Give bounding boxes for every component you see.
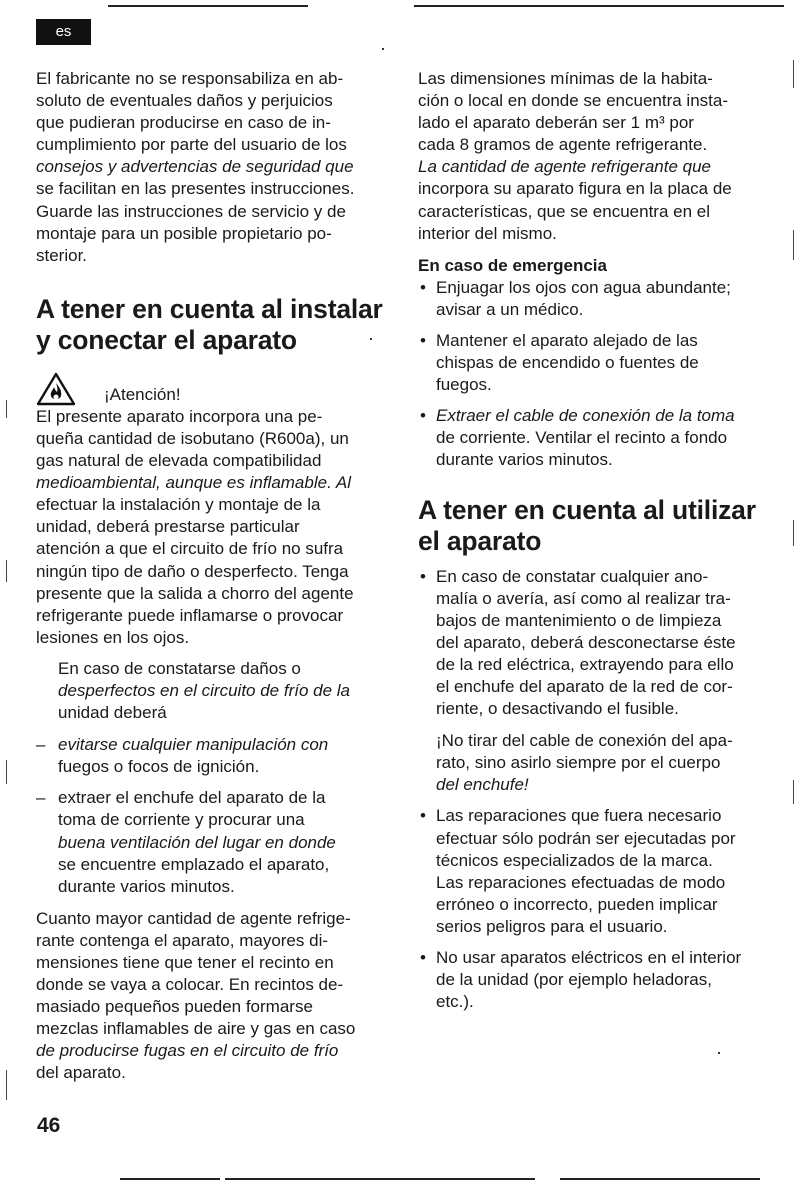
damage-intro: En caso de constatarse daños o desperfectos en el circuito de frío de la unidad deberá (58, 658, 350, 723)
page-number: 46 (37, 1114, 61, 1137)
scan-speck (382, 48, 384, 50)
attention-row (36, 372, 392, 406)
emergency-list (418, 277, 778, 472)
language-tag: es (36, 19, 91, 45)
scan-mark (6, 400, 7, 418)
right-column (418, 68, 778, 1013)
scan-mark (793, 60, 794, 88)
bottom-rule-middle (225, 1178, 535, 1180)
scan-mark (793, 230, 794, 260)
scan-speck (370, 338, 372, 340)
scan-mark (793, 520, 794, 546)
isobutane-paragraph: El presente aparato incorpora una pe- queña cantidad de isobutano (R600a), un gas natural de elevada compatibilidad medioambiental, aunque es inflamable. Al efectuar la instalación y montaje de la unidad, deberá prestarse particular atención a que el circuito de frío no sufra ningún tipo de daño o desperfecto. Tenga presente que la salida a chorro del agente refrigerante puede inflamarse o provocar lesiones en los ojos. (36, 406, 354, 647)
intro-paragraph: El fabricante no se responsabiliza en ab- soluto de eventuales daños y perjuicios que pudieran producirse en caso de in- cumplimiento por parte del usuario de los consejos y advertencias de seguridad que se facilitan en las presentes instrucciones. Guarde las instrucciones de servicio y de montaje para un posible propietario po- sterior. (36, 69, 355, 265)
list-item: • No usar aparatos eléctricos en el interior de la unidad (por ejemplo heladoras, etc.). (418, 947, 778, 1013)
list-item: – evitarse cualquier manipulación con fuegos o focos de ignición. (36, 734, 392, 778)
use-list (418, 566, 778, 1014)
top-rule-left (108, 5, 308, 7)
list-item: – extraer el enchufe del aparato de la toma de corriente y procurar una buena ventilación del lugar en donde se encuentre emplazado el aparato, durante varios minutos. (36, 787, 392, 897)
unplug-note: ¡No tirar del cable de conexión del apa- rato, sino asirlo siempre por el cuerpo del enchufe! (436, 731, 733, 795)
list-item: • Mantener el aparato alejado de las chispas de encendido o fuentes de fuegos. (418, 330, 778, 396)
install-heading: A tener en cuenta al instalar y conectar el aparato (36, 293, 383, 355)
scan-mark (6, 1070, 7, 1100)
list-item: • Enjuagar los ojos con agua abundante; avisar a un médico. (418, 277, 778, 321)
flammable-warning-icon (36, 372, 76, 406)
scan-mark (6, 560, 7, 582)
dash-list (36, 734, 392, 898)
scan-speck (718, 1052, 720, 1054)
room-size-paragraph: Las dimensiones mínimas de la habita- ción o local en donde se encuentra insta- lado el aparato deberán ser 1 m³ por cada 8 gramos de agente refrigerante. La cantidad de agente refrigerante que incorpora su aparato figura en la placa de características, que se encuentra en el interior del mismo. (418, 69, 732, 243)
bottom-rule-right (560, 1178, 760, 1180)
left-column (36, 68, 392, 1085)
top-rule-right (414, 5, 784, 7)
attention-label: ¡Atención! (104, 384, 181, 404)
scan-mark (793, 780, 794, 804)
bottom-rule-left (120, 1178, 220, 1180)
use-heading: A tener en cuenta al utilizar el aparato (418, 494, 756, 556)
list-item: • Las reparaciones que fuera necesario efectuar sólo podrán ser ejecutadas por técnicos especializados de la marca. Las reparaciones efectuadas de modo erróneo o incorrecto, pueden implicar serios peligros para el usuario. (418, 805, 778, 938)
scan-mark (6, 760, 7, 784)
list-item: • En caso de constatar cualquier ano- malía o avería, así como al realizar tra- bajos de mantenimiento o de limpieza del aparato, deberá desconectarse éste de la red eléctrica, extrayendo para ello el enchufe del aparato de la red de cor- riente, o desactivando el fusible. ¡No tirar del cable de conexión del apa- rato, sino asirlo siempre por el cuerpo del enchufe! (418, 566, 778, 797)
dimensions-paragraph: Cuanto mayor cantidad de agente refrige- rante contenga el aparato, mayores di- mensiones tiene que tener el recinto en donde se vaya a colocar. En recintos de- masiado pequeños pueden formarse mezclas inflamables de aire y gas en caso de producirse fugas en el circuito de frío del aparato. (36, 908, 356, 1083)
list-item: • Extraer el cable de conexión de la toma de corriente. Ventilar el recinto a fondo durante varios minutos. (418, 405, 778, 471)
emergency-heading: En caso de emergencia (418, 255, 607, 275)
